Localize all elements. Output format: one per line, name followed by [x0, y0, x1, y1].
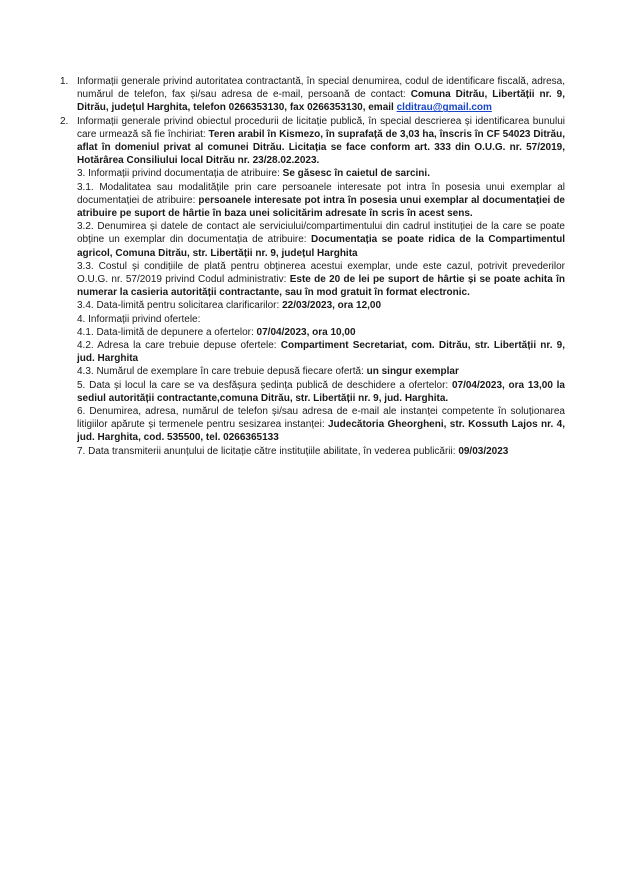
section-value: Este de 20 de lei pe suport de hârtie și se poate achita în numerar la casieria autorității contractante, sau în mod gratuit în format electronic. [77, 274, 565, 299]
section-value: 07/04/2023, ora 10,00 [256, 326, 356, 338]
section-value: Compartiment Secretariat, com. Ditrău, str. Libertății nr. 9, jud. Harghita [77, 340, 565, 365]
section-3-3 [77, 260, 565, 300]
section-1 [60, 75, 565, 115]
section-label: 6. Denumirea, adresa, numărul de telefon și/sau adresa de e-mail ale instanței competente în soluționarea litigiilor apărute și termenele pentru sesizarea instanței: [77, 406, 565, 431]
section-3 [77, 167, 565, 180]
section-value: un singur exemplar [366, 366, 459, 378]
section-label: 3. Informații privind documentația de atribuire: [77, 168, 283, 180]
section-label: 3.3. Costul și condițiile de plată pentru obținerea acestui exemplar, unde este cazul, potrivit prevederilor O.U.G. nr. 57/2019 privind Codul administrativ: [77, 260, 565, 286]
section-text [77, 115, 565, 168]
section-value: 22/03/2023, ora 12,00 [282, 300, 382, 312]
document-body [60, 75, 565, 458]
section-value: Comuna Ditrău, Libertății nr. 9, Ditrău, județul Harghita, telefon 0266353130, fax 0266353130, email [77, 89, 566, 114]
section-4 [77, 313, 565, 326]
section-number: 1. [60, 76, 69, 87]
section-value: Judecătoria Gheorgheni, str. Kossuth Lajos nr. 4, jud. Harghita, cod. 535500, tel. 0266365133 [77, 419, 565, 444]
section-7 [77, 445, 565, 458]
section-label: 3.4. Data-limită pentru solicitarea clarificarilor: [77, 300, 283, 312]
section-value: 07/04/2023, ora 13,00 la sediul autorității contractante,comuna Ditrău, str. Libertății nr. 9, jud. Harghita. [77, 379, 565, 404]
section-5 [77, 379, 565, 405]
section-number: 2. [60, 115, 69, 127]
subsections [60, 167, 565, 457]
section-label: 4.2. Adresa la care trebuie depuse ofertele: [77, 340, 281, 352]
section-4-2 [77, 339, 565, 365]
section-value: Teren arabil în Kismezo, în suprafață de 3,03 ha, înscris în CF 54023 Ditrău, aflat în domeniul privat al comunei Ditrău. Licitația se face conform art. 333 din O.U.G. nr. 57/2019, Hotărârea Consiliului local Ditrău nr. 23/28.02.2023. [77, 128, 565, 167]
section-6 [77, 405, 565, 445]
section-label: Informații generale privind obiectul procedurii de licitație publică, în special descrierea și identificarea bunului care urmează să fie închiriat: [77, 115, 565, 140]
section-label: 3.1. Modalitatea sau modalitățile prin care persoanele interesate pot intra în posesia unui exemplar al documentației de atribuire: [77, 181, 565, 206]
section-label: 4.1. Data-limită de depunere a ofertelor: [77, 326, 257, 338]
section-text [77, 75, 565, 115]
section-value: persoanele interesate pot intra în posesia unui exemplar al documentației de atribuire pe suport de hârtie în baza unei solicitărim adresate în scris în acest sens. [77, 194, 565, 220]
section-label: 4. Informații privind ofertele: [77, 313, 201, 325]
section-3-2 [77, 220, 565, 260]
section-label: 7. Data transmiterii anunțului de licitație către instituțiile abilitate, în vederea publicării: [77, 445, 459, 457]
email-link[interactable]: clditrau@gmail.com [396, 102, 492, 114]
section-label: 5. Data și locul la care se va desfășura ședința publică de deschidere a ofertelor: [77, 379, 452, 391]
section-value: 09/03/2023 [458, 445, 509, 457]
section-2 [60, 115, 565, 168]
section-label: Informații generale privind autoritatea contractantă, în special denumirea, codul de identificare fiscală, adresa, numărul de telefon, fax și/sau adresa de e-mail, persoană de contact: [77, 76, 565, 101]
section-label: 4.3. Numărul de exemplare în care trebuie depusă fiecare ofertă: [77, 366, 367, 378]
section-3-4 [77, 299, 565, 312]
section-label: 3.2. Denumirea și datele de contact ale serviciului/compartimentului din cadrul instituției de la care se poate obține un exemplar din documentația de atribuire: [77, 221, 565, 246]
section-4-1 [77, 326, 565, 339]
section-value: Documentația se poate ridica de la Compartimentul agricol, Comuna Ditrău, str. Libertății nr. 9, județul Harghita [77, 234, 566, 259]
section-value: Se găsesc în caietul de sarcini. [282, 168, 430, 180]
section-4-3 [77, 365, 565, 378]
section-3-1 [77, 181, 565, 221]
